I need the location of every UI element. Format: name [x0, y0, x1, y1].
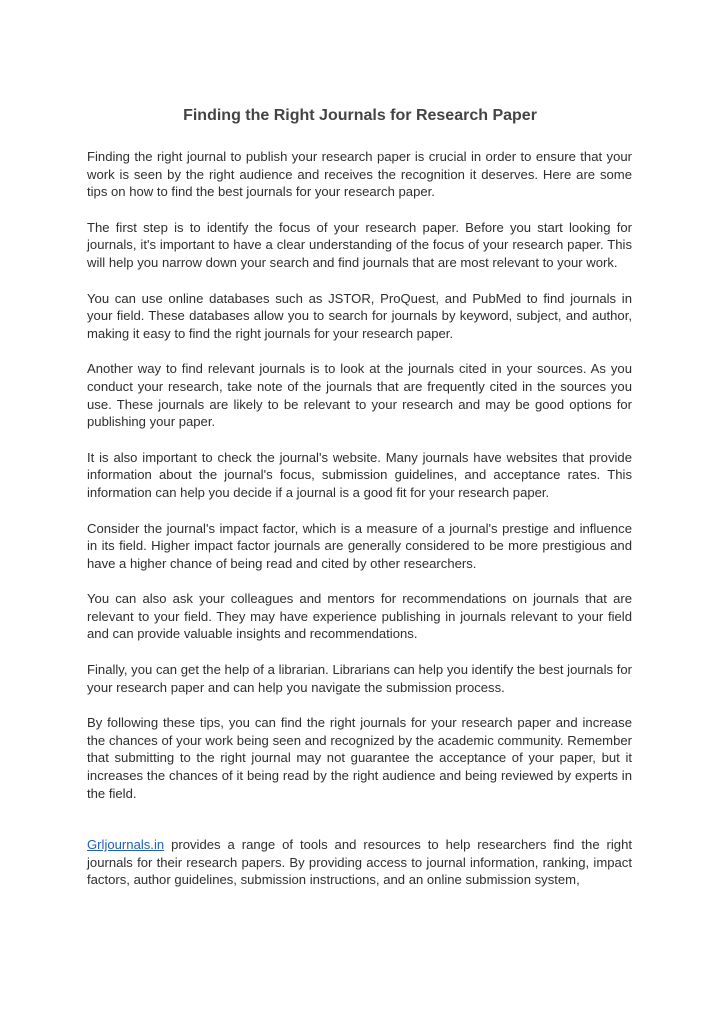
grljournals-link[interactable]: Grljournals.in [87, 837, 165, 853]
document-body [87, 148, 632, 907]
paragraph-intro: Finding the right journal to publish your research paper is crucial in order to ensure that your work is seen by the right audience and receives the recognition it deserves. Here are some tips on how to find the best journals for your research paper. [87, 149, 632, 200]
paragraph-journal-website: It is also important to check the journal's website. Many journals have websites that provide information about the journal's focus, submission guidelines, and acceptance rates. This information can help you decide if a journal is a good fit for your research paper. [87, 449, 632, 500]
document-title: Finding the Right Journals for Research Paper [183, 107, 537, 124]
paragraph-online-databases: You can use online databases such as JSTOR, ProQuest, and PubMed to find journals in your field. These databases allow you to search for journals by keyword, subject, and author, making it easy to find the right journals for your research paper. [87, 290, 632, 341]
paragraph-cited-journals: Another way to find relevant journals is to look at the journals cited in your sources. As you conduct your research, take note of the journals that are frequently cited in the sources you use. These journals are likely to be relevant to your research and may be good options for publishing your paper. [87, 361, 632, 430]
paragraph-impact-factor: Consider the journal's impact factor, which is a measure of a journal's prestige and influence in its field. Higher impact factor journals are generally considered to be more prestigious and have a higher chance of being read and cited by other researchers. [87, 520, 632, 571]
paragraph-closing [87, 836, 632, 889]
paragraph-identify-focus: The first step is to identify the focus of your research paper. Before you start looking for journals, it's important to have a clear understanding of the focus of your research paper. This will help you narrow down your search and find journals that are most relevant to your work. [87, 219, 632, 270]
paragraph-conclusion: By following these tips, you can find the right journals for your research paper and increase the chances of your work being seen and recognized by the academic community. Remember that submitting to the right journal may not guarantee the acceptance of your paper, but it increases the chances of it being read by the right audience and being reviewed by experts in the field. [87, 715, 632, 801]
paragraph-colleagues: You can also ask your colleagues and mentors for recommendations on journals that are relevant to your field. They may have experience publishing in journals relevant to your field and can provide valuable insights and recommendations. [87, 591, 632, 642]
paragraph-librarian: Finally, you can get the help of a librarian. Librarians can help you identify the best journals for your research paper and can help you navigate the submission process. [87, 662, 632, 695]
closing-text: provides a range of tools and resources to help researchers find the right journals for their research papers. By providing access to journal information, ranking, impact factors, author guidelines, submission instructions, and an online submission system, [87, 837, 632, 888]
